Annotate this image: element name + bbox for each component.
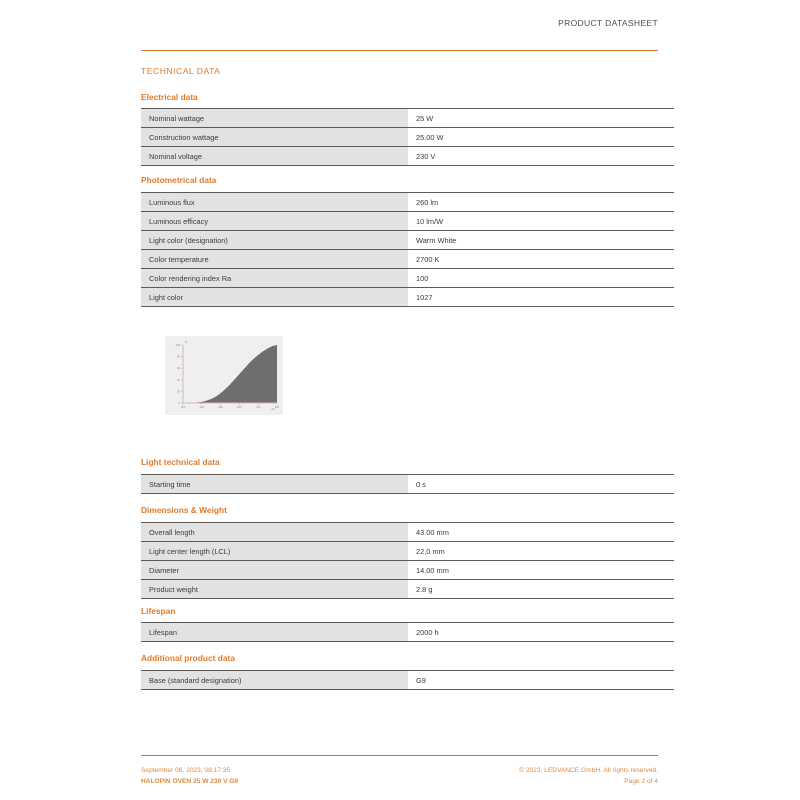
datasheet-page [141, 0, 658, 800]
row-label: Product weight [141, 580, 408, 599]
table-row [141, 671, 674, 690]
table-electrical-data [141, 108, 674, 166]
table-row [141, 193, 674, 212]
row-value: G9 [408, 671, 674, 690]
row-label: Luminous efficacy [141, 212, 408, 231]
svg-text:300: 300 [180, 406, 186, 409]
section-heading-additional-product-data: Additional product data [141, 653, 235, 663]
page-title: PRODUCT DATASHEET [558, 18, 658, 28]
table-photometrical-data [141, 192, 674, 307]
svg-text:800: 800 [274, 406, 280, 409]
row-value: 43.00 mm [408, 523, 674, 542]
svg-text:60: 60 [177, 367, 180, 371]
footer-divider [141, 755, 658, 756]
row-label: Light color [141, 288, 408, 307]
svg-text:20: 20 [177, 390, 180, 394]
row-value: 0 s [408, 475, 674, 494]
svg-text:700: 700 [256, 406, 261, 409]
table-row [141, 288, 674, 307]
row-label: Color rendering index Ra [141, 269, 408, 288]
row-value: 2000 h [408, 623, 674, 642]
row-value: 14.00 mm [408, 561, 674, 580]
table-row [141, 269, 674, 288]
svg-text:100: 100 [175, 344, 180, 347]
table-row [141, 542, 674, 561]
row-label: Nominal voltage [141, 147, 408, 166]
row-label: Light center length (LCL) [141, 542, 408, 561]
svg-text:%: % [185, 340, 188, 344]
row-value: 25.00 W [408, 128, 674, 147]
table-row [141, 128, 674, 147]
footer-timestamp: September 06, 2023, 08:17:35 [141, 767, 231, 774]
section-heading-electrical-data: Electrical data [141, 92, 198, 102]
row-label: Color temperature [141, 250, 408, 269]
table-row [141, 623, 674, 642]
table-lifespan [141, 622, 674, 642]
row-label: Base (standard designation) [141, 671, 408, 690]
row-label: Diameter [141, 561, 408, 580]
row-label: Light color (designation) [141, 231, 408, 250]
footer-page-number: Page 2 of 4 [624, 777, 658, 785]
row-value: Warm White [408, 231, 674, 250]
section-main-heading: TECHNICAL DATA [141, 66, 221, 76]
row-value: 260 lm [408, 193, 674, 212]
row-label: Overall length [141, 523, 408, 542]
table-row [141, 147, 674, 166]
table-row [141, 109, 674, 128]
svg-text:500: 500 [218, 406, 223, 409]
row-value: 100 [408, 269, 674, 288]
svg-text:nm: nm [271, 407, 275, 411]
header-divider [141, 50, 658, 51]
table-row [141, 250, 674, 269]
spectral-distribution-chart [165, 336, 283, 415]
svg-text:400: 400 [199, 406, 204, 409]
table-row [141, 523, 674, 542]
row-label: Starting time [141, 475, 408, 494]
row-value: 2700 K [408, 250, 674, 269]
row-value: 25 W [408, 109, 674, 128]
table-row [141, 580, 674, 599]
row-value: 22,0 mm [408, 542, 674, 561]
row-value: 10 lm/W [408, 212, 674, 231]
table-row [141, 561, 674, 580]
footer-product-name: HALOPIN OVEN 25 W 230 V G9 [141, 777, 239, 785]
row-label: Nominal wattage [141, 109, 408, 128]
table-light-technical-data [141, 474, 674, 494]
row-value: 230 V [408, 147, 674, 166]
footer-left [141, 766, 238, 787]
svg-text:600: 600 [237, 406, 242, 409]
section-heading-lifespan: Lifespan [141, 606, 176, 616]
footer-copyright: © 2023, LEDVANCE GmbH. All rights reserved. [519, 767, 658, 774]
section-heading-dimensions-weight: Dimensions & Weight [141, 505, 227, 515]
svg-text:40: 40 [177, 378, 180, 382]
table-row [141, 231, 674, 250]
table-additional-product-data [141, 670, 674, 690]
row-label: Construction wattage [141, 128, 408, 147]
row-value: 2.8 g [408, 580, 674, 599]
section-heading-light-technical-data: Light technical data [141, 457, 220, 467]
table-dimensions-weight [141, 522, 674, 599]
table-row [141, 212, 674, 231]
section-heading-photometrical-data: Photometrical data [141, 175, 217, 185]
footer-right [519, 766, 658, 787]
svg-text:80: 80 [177, 355, 180, 359]
row-value: 1027 [408, 288, 674, 307]
table-row [141, 475, 674, 494]
row-label: Lifespan [141, 623, 408, 642]
spectral-distribution-svg [165, 336, 283, 415]
svg-text:0: 0 [178, 402, 180, 405]
row-label: Luminous flux [141, 193, 408, 212]
